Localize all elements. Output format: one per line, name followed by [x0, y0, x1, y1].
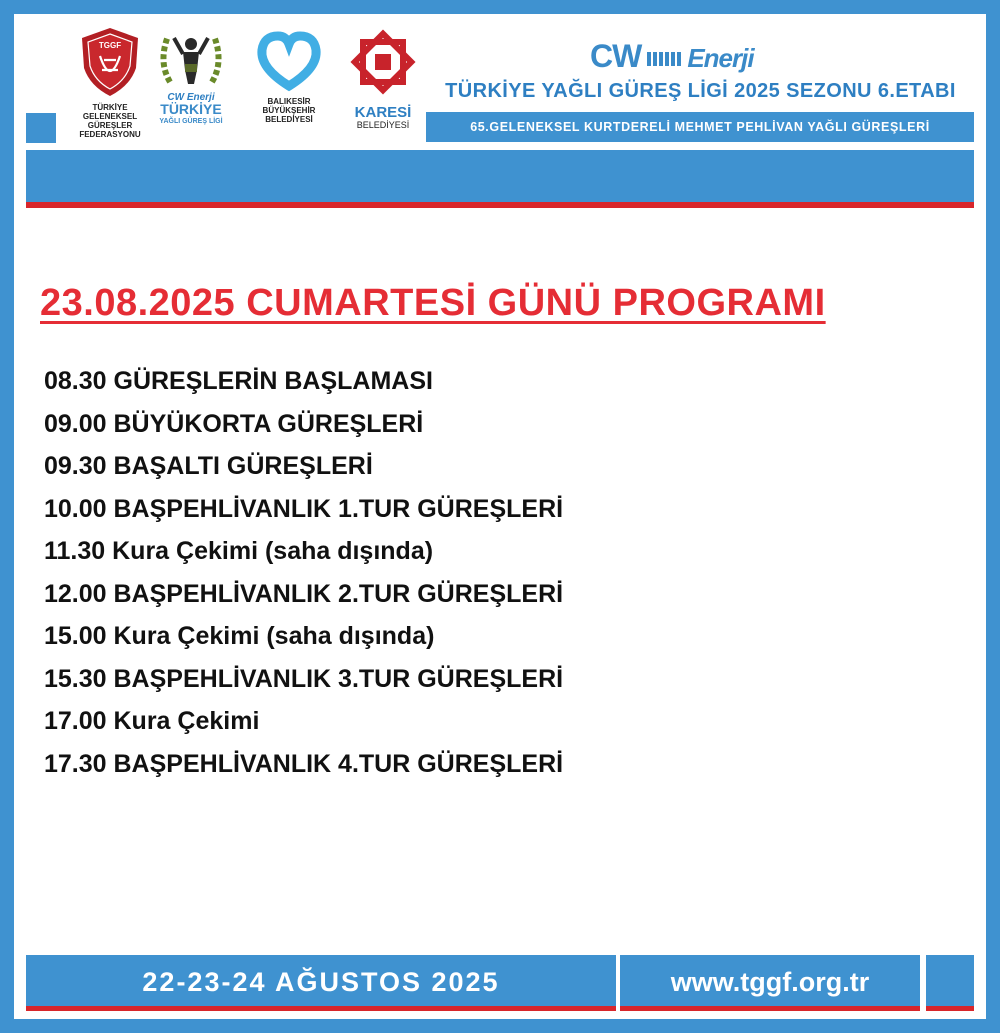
karesi-name: KARESİ	[354, 104, 412, 121]
balikesir-logo	[244, 30, 334, 124]
schedule-item: 09.30 BAŞALTI GÜREŞLERİ	[44, 452, 373, 480]
footer-dates: 22-23-24 AĞUSTOS 2025	[26, 955, 616, 1011]
schedule-item: 17.00 Kura Çekimi	[44, 707, 260, 735]
schedule-list	[44, 360, 944, 785]
tggf-caption-1: TÜRKİYE	[92, 103, 128, 112]
cw-league-brand: CW Enerji	[167, 92, 215, 103]
cw-league-line1: TÜRKİYE	[160, 101, 222, 117]
heart-logo-icon	[254, 30, 324, 92]
footer-decor	[926, 955, 974, 1011]
schedule-item: 12.00 BAŞPEHLİVANLIK 2.TUR GÜREŞLERİ	[44, 579, 564, 608]
tggf-caption-2: GELENEKSEL GÜREŞLER	[82, 112, 138, 130]
league-title: TÜRKİYE YAĞLI GÜREŞ LİGİ 2025 SEZONU 6.ETABI	[445, 80, 956, 102]
balikesir-caption-2: BÜYÜKŞEHİR	[262, 106, 316, 115]
schedule-item: 15.30 BAŞPEHLİVANLIK 3.TUR GÜREŞLERİ	[44, 664, 564, 693]
schedule-item: 08.30 GÜREŞLERİN BAŞLAMASI	[44, 367, 433, 395]
schedule-item: 11.30 Kura Çekimi (saha dışında)	[44, 537, 434, 565]
cw-enerji-brand	[590, 38, 790, 78]
brand-cw-text: CW	[590, 38, 642, 74]
header-band	[26, 150, 974, 208]
schedule-item: 15.00 Kura Çekimi (saha dışında)	[44, 622, 435, 650]
decor-square	[26, 113, 56, 143]
cw-league-logo	[145, 28, 237, 126]
tggf-caption-3: FEDERASYONU	[79, 130, 141, 139]
schedule-item: 09.00 BÜYÜKORTA GÜREŞLERİ	[44, 409, 424, 438]
svg-text:TGGF: TGGF	[98, 41, 122, 50]
cw-league-line2: YAĞLI GÜREŞ LİGİ	[159, 118, 223, 125]
crest-icon	[78, 26, 142, 98]
schedule-item: 10.00 BAŞPEHLİVANLIK 1.TUR GÜREŞLERİ	[44, 494, 564, 523]
karesi-sub: BELEDİYESİ	[356, 120, 410, 130]
balikesir-caption-1: BALIKESİR	[267, 97, 311, 106]
karesi-logo	[338, 28, 428, 130]
solar-panel-icon	[647, 52, 681, 66]
schedule-item: 17.30 BAŞPEHLİVANLIK 4.TUR GÜREŞLERİ	[44, 749, 564, 778]
program-title: 23.08.2025 CUMARTESİ GÜNÜ PROGRAMI	[40, 282, 826, 324]
wrestler-laurel-icon	[156, 28, 226, 88]
balikesir-caption-3: BELEDİYESİ	[265, 115, 313, 124]
footer-website: www.tggf.org.tr	[620, 955, 920, 1011]
star-knot-icon	[345, 28, 421, 100]
event-subtitle: 65.GELENEKSEL KURTDERELİ MEHMET PEHLİVAN YAĞLI GÜREŞLERİ	[426, 112, 974, 142]
brand-enerji-text: Enerji	[687, 43, 754, 73]
